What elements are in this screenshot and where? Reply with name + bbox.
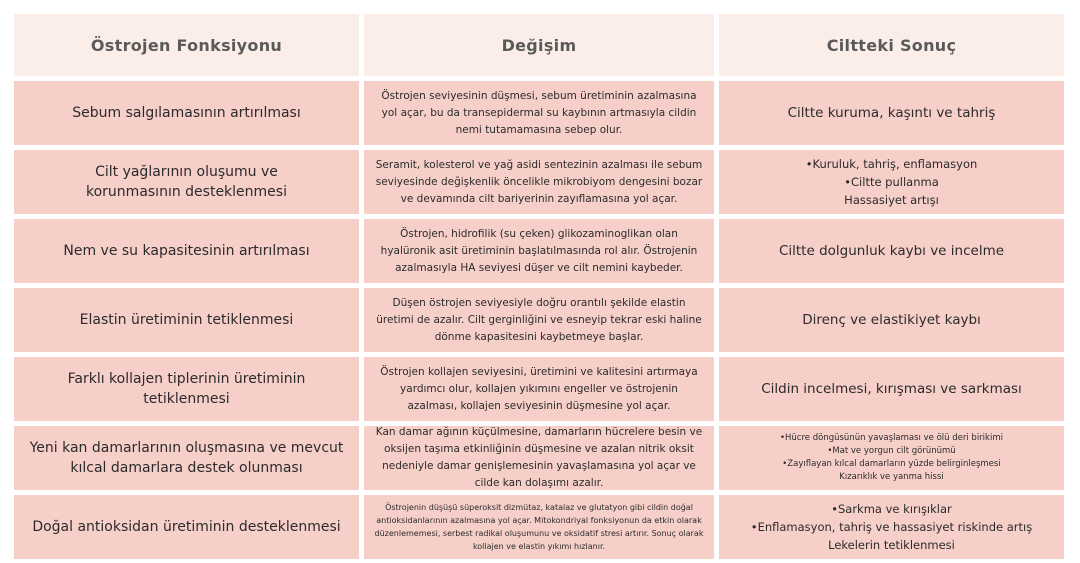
- row-3-result-item: Ciltte dolgunluk kaybı ve incelme: [778, 242, 1005, 259]
- row-4-change: Düşen östrojen seviyesiyle doğru orantılı şekilde elastin üretimi de azalır. Cilt gerginliğini ve esneyip tekrar eski haline dönme kapasitesini kaybetmeye başlar.: [364, 288, 714, 352]
- row-5-result: [719, 357, 1064, 421]
- row-6-result-item: •Mat ve yorgun cilt görünümü: [827, 446, 956, 456]
- row-2-result-item: Hassasiyet artışı: [844, 193, 939, 207]
- row-6-change: Kan damar ağının küçülmesine, damarların hücrelere besin ve oksijen taşıma etkinliğinin düşmesine ve azalan nitrik oksit nedeniyle damar genişlemesinin yavaşlamasına yol açar ve cilde kan dolaşımı azalır.: [364, 426, 714, 490]
- row-7-result-item: •Enflamasyon, tahriş ve hassasiyet riskinde artış: [750, 520, 1033, 534]
- row-4-function: Elastin üretiminin tetiklenmesi: [14, 288, 359, 352]
- row-7-result-item: Lekelerin tetiklenmesi: [828, 538, 955, 552]
- row-4-result: [719, 288, 1064, 352]
- row-6-function: Yeni kan damarlarının oluşmasına ve mevcut kılcal damarlara destek olunması: [14, 426, 359, 490]
- row-2-result: [719, 150, 1064, 214]
- row-6-result-item: Kızarıklık ve yanma hissi: [839, 472, 944, 482]
- row-6-result-item: •Zayıflayan kılcal damarların yüzde belirginleşmesi: [782, 459, 1001, 469]
- row-3-result: [719, 219, 1064, 283]
- row-1-function: Sebum salgılamasının artırılması: [14, 81, 359, 145]
- row-7-function: Doğal antioksidan üretiminin desteklenmesi: [14, 495, 359, 559]
- header-change: Değişim: [364, 14, 714, 76]
- row-7-change: Östrojenin düşüşü süperoksit dizmütaz, katalaz ve glutatyon gibi cildin doğal antioksidanlarının azalmasına yol açar. Mitokondriyal fonksiyonun da etkin olarak düzenlememesi, serbest radikal oluşumunu ve oksidatif stresi artırır. Sonuç olarak kollajen ve elastin yıkımı hızlanır.: [364, 495, 714, 559]
- row-1-result-item: Ciltte kuruma, kaşıntı ve tahriş: [787, 104, 996, 121]
- row-2-function: Cilt yağlarının oluşumu ve korunmasının desteklenmesi: [14, 150, 359, 214]
- row-6-result-item: •Hücre döngüsünün yavaşlaması ve ölü deri birikimi: [780, 433, 1003, 443]
- row-5-result-item: Cildin incelmesi, kırışması ve sarkması: [761, 380, 1022, 397]
- header-function: Östrojen Fonksiyonu: [14, 14, 359, 76]
- row-2-change: Seramit, kolesterol ve yağ asidi sentezinin azalması ile sebum seviyesinde değişkenlik öncelikle mikrobiyom dengesini bozar ve devamında cilt bariyerinin zayıflamasına yol açar.: [364, 150, 714, 214]
- row-5-function: Farklı kollajen tiplerinin üretiminin tetiklenmesi: [14, 357, 359, 421]
- row-7-result-item: •Sarkma ve kırışıklar: [831, 502, 952, 516]
- row-2-result-item: •Kuruluk, tahriş, enflamasyon: [805, 157, 978, 171]
- row-1-result: [719, 81, 1064, 145]
- row-1-change: Östrojen seviyesinin düşmesi, sebum üretiminin azalmasına yol açar, bu da transepidermal su kaybının artmasıyla cildin nemi tutamamasına sebep olur.: [364, 81, 714, 145]
- row-2-result-item: •Ciltte pullanma: [844, 175, 939, 189]
- header-result: Ciltteki Sonuç: [719, 14, 1064, 76]
- row-4-result-item: Direnç ve elastikiyet kaybı: [802, 311, 981, 328]
- row-3-change: Östrojen, hidrofilik (su çeken) glikozaminoglikan olan hyalüronik asit üretiminin başlatılmasında rol alır. Östrojenin azalmasıyla HA seviyesi düşer ve cilt nemini kaybeder.: [364, 219, 714, 283]
- row-6-result: [719, 426, 1064, 490]
- estrogen-skin-table: [14, 14, 1064, 559]
- row-5-change: Östrojen kollajen seviyesini, üretimini ve kalitesini artırmaya yardımcı olur, kollajen yıkımını engeller ve östrojenin azalması, kollajen seviyesinin düşmesine yol açar.: [364, 357, 714, 421]
- row-7-result: [719, 495, 1064, 559]
- row-3-function: Nem ve su kapasitesinin artırılması: [14, 219, 359, 283]
